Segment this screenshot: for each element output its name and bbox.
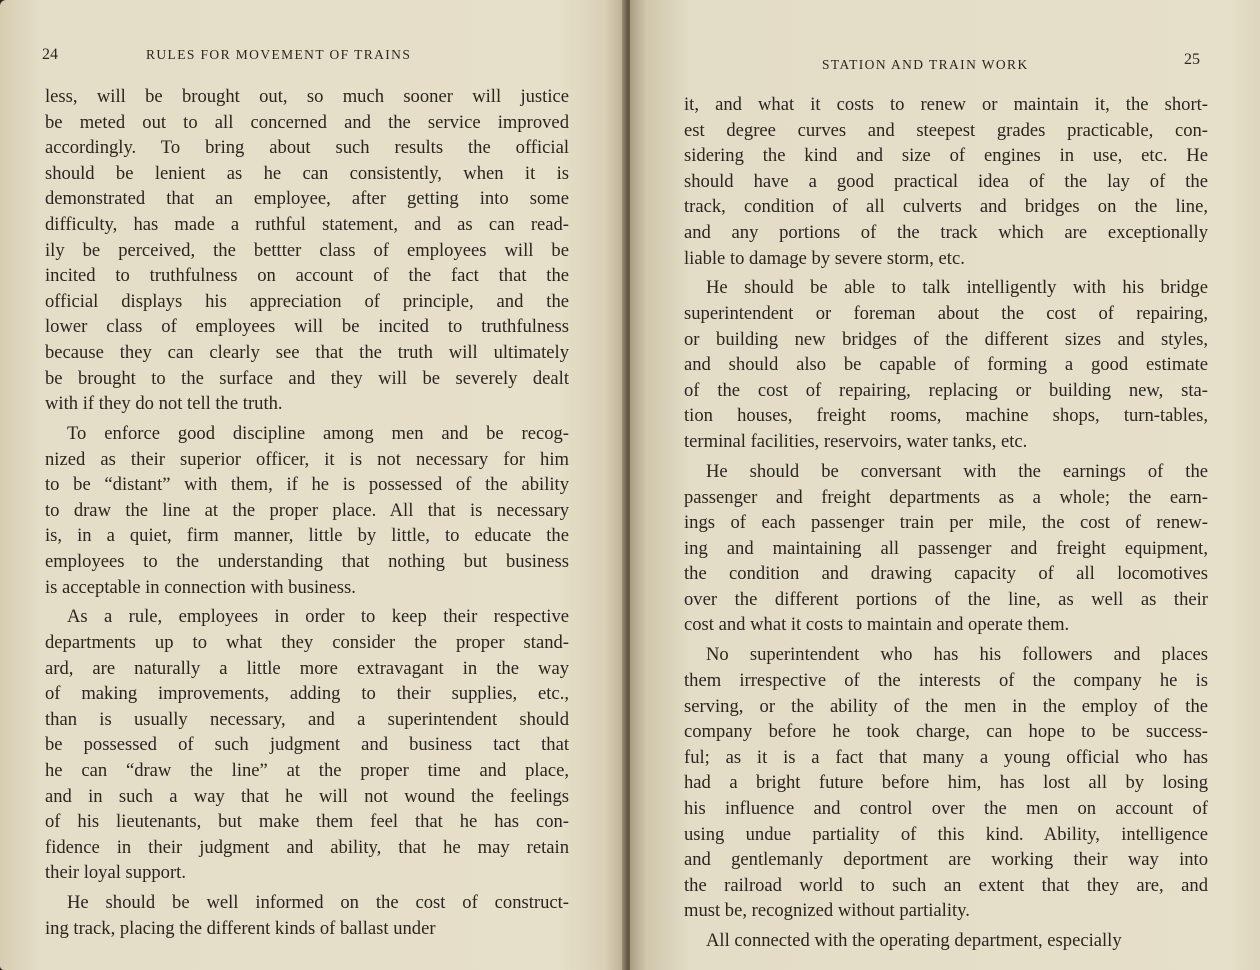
text-line: To enforce good discipline among men and be recog- bbox=[67, 423, 569, 445]
text-line: than is usually necessary, and a superintendent should bbox=[45, 708, 569, 730]
text-line: incited to truthfulness on account of the fact that the bbox=[45, 265, 569, 287]
text-line: the condition and drawing capacity of all locomotives bbox=[684, 563, 1208, 585]
text-line: ing and maintaining all passenger and freight equipment, bbox=[684, 537, 1208, 559]
text-line: he can “draw the line” at the proper time and place, bbox=[45, 760, 569, 782]
text-line: ing track, placing the different kinds of ballast under bbox=[45, 917, 436, 939]
text-line: had a bright future before him, has lost all by losing bbox=[684, 772, 1208, 794]
text-line: As a rule, employees in order to keep their respective bbox=[67, 606, 569, 628]
paragraph bbox=[684, 459, 1208, 638]
text-line: and any portions of the track which are exceptionally bbox=[684, 221, 1208, 243]
text-line: All connected with the operating department, especially bbox=[706, 930, 1122, 952]
text-line: his influence and control over the men on account of bbox=[684, 797, 1208, 819]
text-line: ings of each passenger train per mile, the cost of renew- bbox=[684, 512, 1208, 534]
text-line: must be, recognized without partiality. bbox=[684, 900, 970, 922]
text-line: over the different portions of the line, as well as their bbox=[684, 588, 1208, 610]
text-line: them irrespective of the interests of the company he is bbox=[684, 669, 1208, 691]
text-line: it, and what it costs to renew or maintain it, the short- bbox=[684, 94, 1208, 115]
left-page-text bbox=[45, 84, 569, 941]
right-running-head: STATION AND TRAIN WORK bbox=[822, 57, 1029, 72]
text-line: superintendent or foreman about the cost of repairing, bbox=[684, 303, 1208, 325]
text-line: No superintendent who has his followers and places bbox=[706, 644, 1208, 666]
text-line: should have a good practical idea of the lay of the bbox=[684, 170, 1208, 192]
paragraph bbox=[684, 275, 1208, 454]
text-line: accordingly. To bring about such results the official bbox=[45, 137, 569, 159]
text-line: with if they do not tell the truth. bbox=[45, 393, 283, 415]
text-line: using undue partiality of this kind. Ability, intelligence bbox=[684, 823, 1208, 845]
text-line: should be lenient as he can consistently, when it is bbox=[45, 162, 569, 184]
text-line: departments up to what they consider the proper stand- bbox=[45, 632, 569, 654]
text-line: employees to the understanding that nothing but business bbox=[45, 550, 569, 572]
text-line: demonstrated that an employee, after getting into some bbox=[45, 188, 569, 210]
text-line: terminal facilities, reservoirs, water tanks, etc. bbox=[684, 431, 1028, 453]
text-line: or building new bridges of the different sizes and styles, bbox=[684, 328, 1208, 350]
right-page-text bbox=[684, 92, 1208, 954]
text-line: serving, or the ability of the men in the employ of the bbox=[684, 695, 1208, 717]
text-line: and gentlemanly deportment are working their way into bbox=[684, 849, 1208, 871]
text-line: official displays his appreciation of principle, and the bbox=[45, 290, 569, 312]
text-line: be meted out to all concerned and the service improved bbox=[45, 111, 569, 133]
right-page-number: 25 bbox=[1184, 51, 1200, 68]
left-page-number: 24 bbox=[42, 46, 58, 63]
text-line: passenger and freight departments as a whole; the earn- bbox=[684, 486, 1208, 508]
paragraph bbox=[45, 890, 569, 941]
text-line: ily be perceived, the bettter class of employees will be bbox=[45, 239, 569, 261]
text-line: difficulty, has made a ruthful statement, and as can read- bbox=[45, 213, 569, 235]
text-line: is acceptable in connection with business. bbox=[45, 576, 356, 598]
text-line: ful; as it is a fact that many a young official who has bbox=[684, 746, 1208, 768]
text-line: because they can clearly see that the truth will ultimately bbox=[45, 341, 569, 363]
text-line: est degree curves and steepest grades practicable, con- bbox=[684, 119, 1208, 141]
paragraph bbox=[684, 928, 1208, 954]
text-line: of his lieutenants, but make them feel that he has con- bbox=[45, 811, 569, 833]
text-line: ard, are naturally a little more extravagant in the way bbox=[45, 657, 569, 679]
text-line: cost and what it costs to maintain and operate them. bbox=[684, 614, 1070, 636]
text-line: to draw the line at the proper place. All that is necessary bbox=[45, 499, 569, 521]
left-running-head: RULES FOR MOVEMENT OF TRAINS bbox=[146, 47, 412, 62]
paragraph bbox=[684, 92, 1208, 271]
right-page bbox=[630, 0, 1260, 970]
text-line: be brought to the surface and they will be severely dealt bbox=[45, 367, 569, 389]
text-line: fidence in their judgment and ability, that he may retain bbox=[45, 836, 569, 858]
paragraph bbox=[45, 84, 569, 417]
text-line: to be “distant” with them, if he is possessed of the ability bbox=[45, 474, 569, 496]
text-line: be possessed of such judgment and business tact that bbox=[45, 734, 569, 756]
text-line: sidering the kind and size of engines in use, etc. He bbox=[684, 145, 1208, 167]
text-line: their loyal support. bbox=[45, 862, 186, 884]
text-line: lower class of employees will be incited to truthfulness bbox=[45, 316, 569, 338]
text-line: tion houses, freight rooms, machine shops, turn-tables, bbox=[684, 405, 1208, 427]
text-line: company before he took charge, can hope to be success- bbox=[684, 721, 1208, 743]
text-line: nized as their superior officer, it is not necessary for him bbox=[45, 448, 569, 470]
text-line: liable to damage by severe storm, etc. bbox=[684, 247, 965, 269]
text-line: and in such a way that he will not wound the feelings bbox=[45, 785, 569, 807]
text-line: less, will be brought out, so much sooner will justice bbox=[45, 86, 569, 107]
left-page bbox=[0, 0, 626, 970]
text-line: He should be conversant with the earnings of the bbox=[706, 460, 1208, 482]
text-line: of the cost of repairing, replacing or building new, sta- bbox=[684, 379, 1208, 401]
text-line: He should be able to talk intelligently with his bridge bbox=[706, 277, 1208, 299]
text-line: of making improvements, adding to their supplies, etc., bbox=[45, 683, 569, 705]
text-line: the railroad world to such an extent that they are, and bbox=[684, 874, 1208, 896]
text-line: and should also be capable of forming a good estimate bbox=[684, 354, 1208, 376]
paragraph bbox=[45, 421, 569, 600]
text-line: He should be well informed on the cost of construct- bbox=[67, 892, 569, 914]
paragraph bbox=[45, 604, 569, 886]
paragraph bbox=[684, 642, 1208, 924]
text-line: is, in a quiet, firm manner, little by little, to educate the bbox=[45, 525, 569, 547]
text-line: track, condition of all culverts and bridges on the line, bbox=[684, 196, 1208, 218]
